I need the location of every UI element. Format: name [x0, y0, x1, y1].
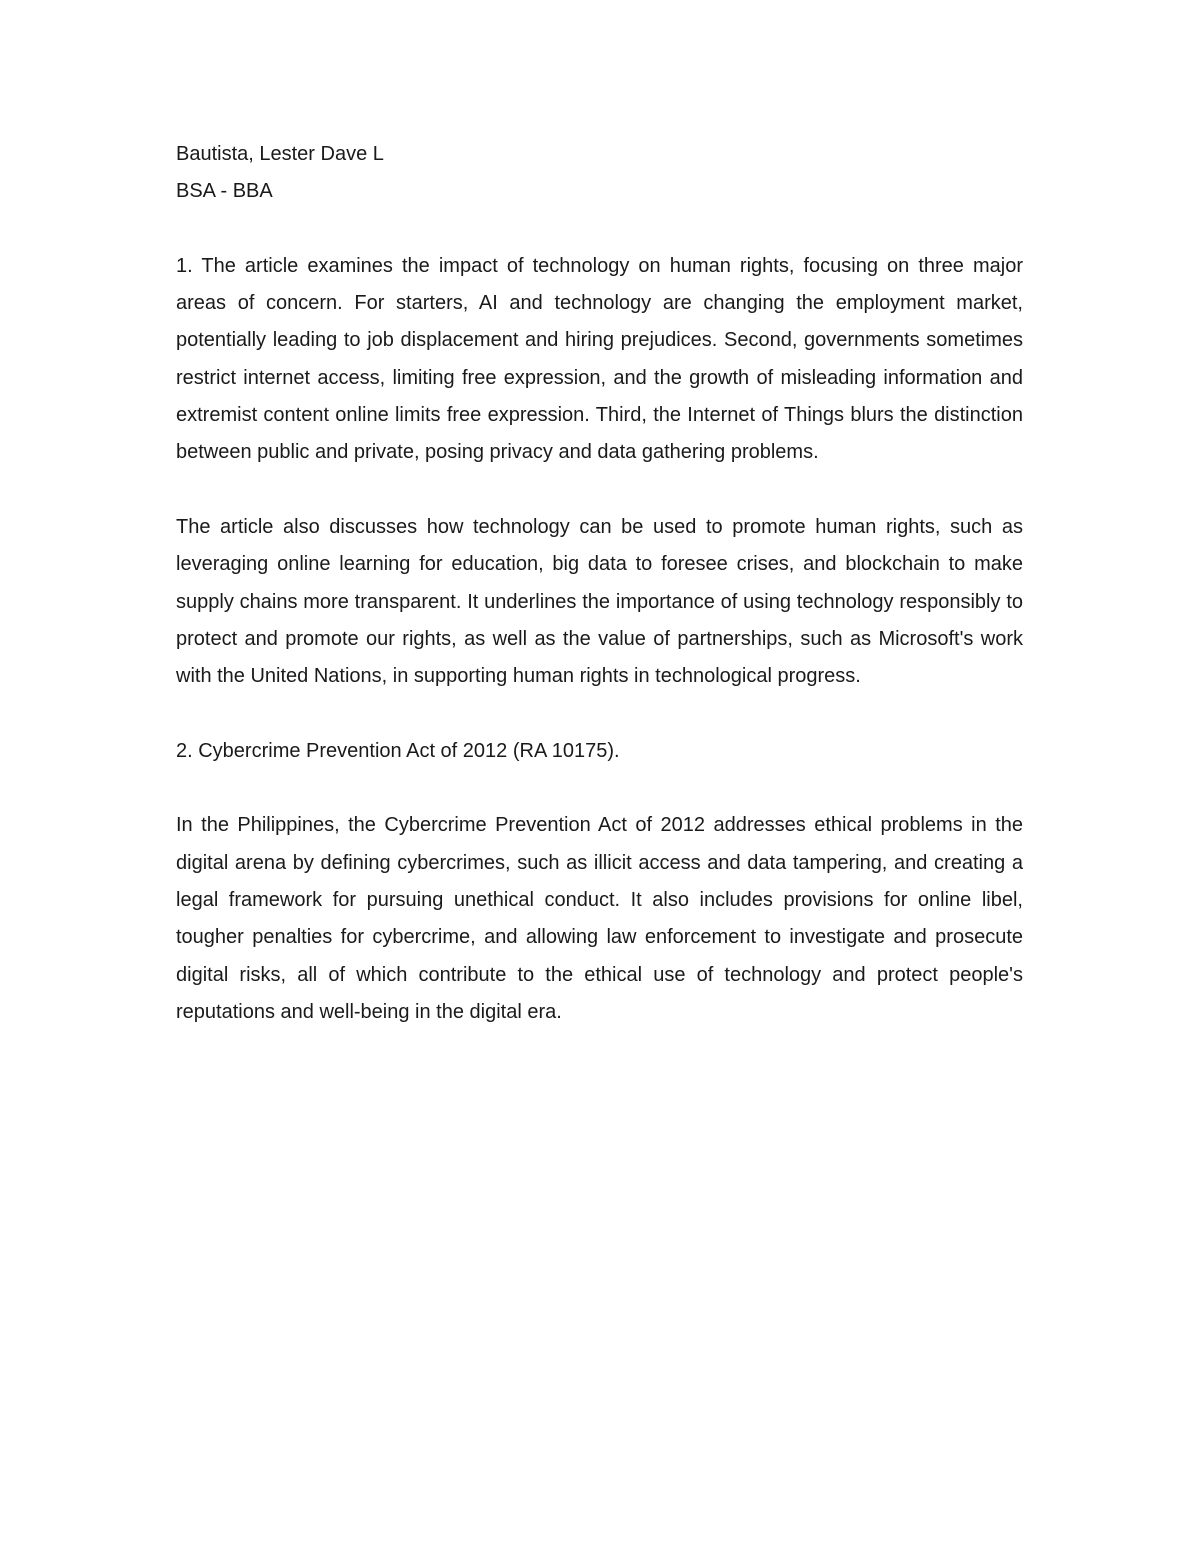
spacer	[176, 695, 1023, 732]
spacer	[176, 472, 1023, 509]
answer-1-paragraph-1: 1. The article examines the impact of technology on human rights, focusing on three major areas of concern. For starters, AI and technology are changing the employment market, potentially leading to job displacement and hiring prejudices. Second, governments sometimes restrict internet access, limiting free expression, and the growth of misleading information and extremist content online limits free expression. Third, the Internet of Things blurs the distinction between public and private, posing privacy and data gathering problems.	[176, 254, 1023, 464]
document-body	[176, 136, 1023, 1031]
spacer	[176, 211, 1023, 248]
answer-2-paragraph-1: In the Philippines, the Cybercrime Prevention Act of 2012 addresses ethical problems in the digital arena by defining cybercrimes, such as illicit access and data tampering, and creating a legal framework for pursuing unethical conduct. It also includes provisions for online libel, tougher penalties for cybercrime, and allowing law enforcement to investigate and prosecute digital risks, all of which contribute to the ethical use of technology and protect people's reputations and well-being in the digital era.	[176, 814, 1023, 1023]
spacer	[176, 770, 1023, 807]
answer-2-heading: 2. Cybercrime Prevention Act of 2012 (RA 10175).	[176, 739, 620, 762]
program-name: BSA - BBA	[176, 180, 273, 203]
author-name: Bautista, Lester Dave L	[176, 143, 384, 165]
answer-1-paragraph-2: The article also discusses how technology can be used to promote human rights, such as leveraging online learning for education, big data to foresee crises, and blockchain to make supply chains more transparent. It underlines the importance of using technology responsibly to protect and promote our rights, as well as the value of partnerships, such as Microsoft's work with the United Nations, in supporting human rights in technological progress.	[176, 515, 1023, 688]
